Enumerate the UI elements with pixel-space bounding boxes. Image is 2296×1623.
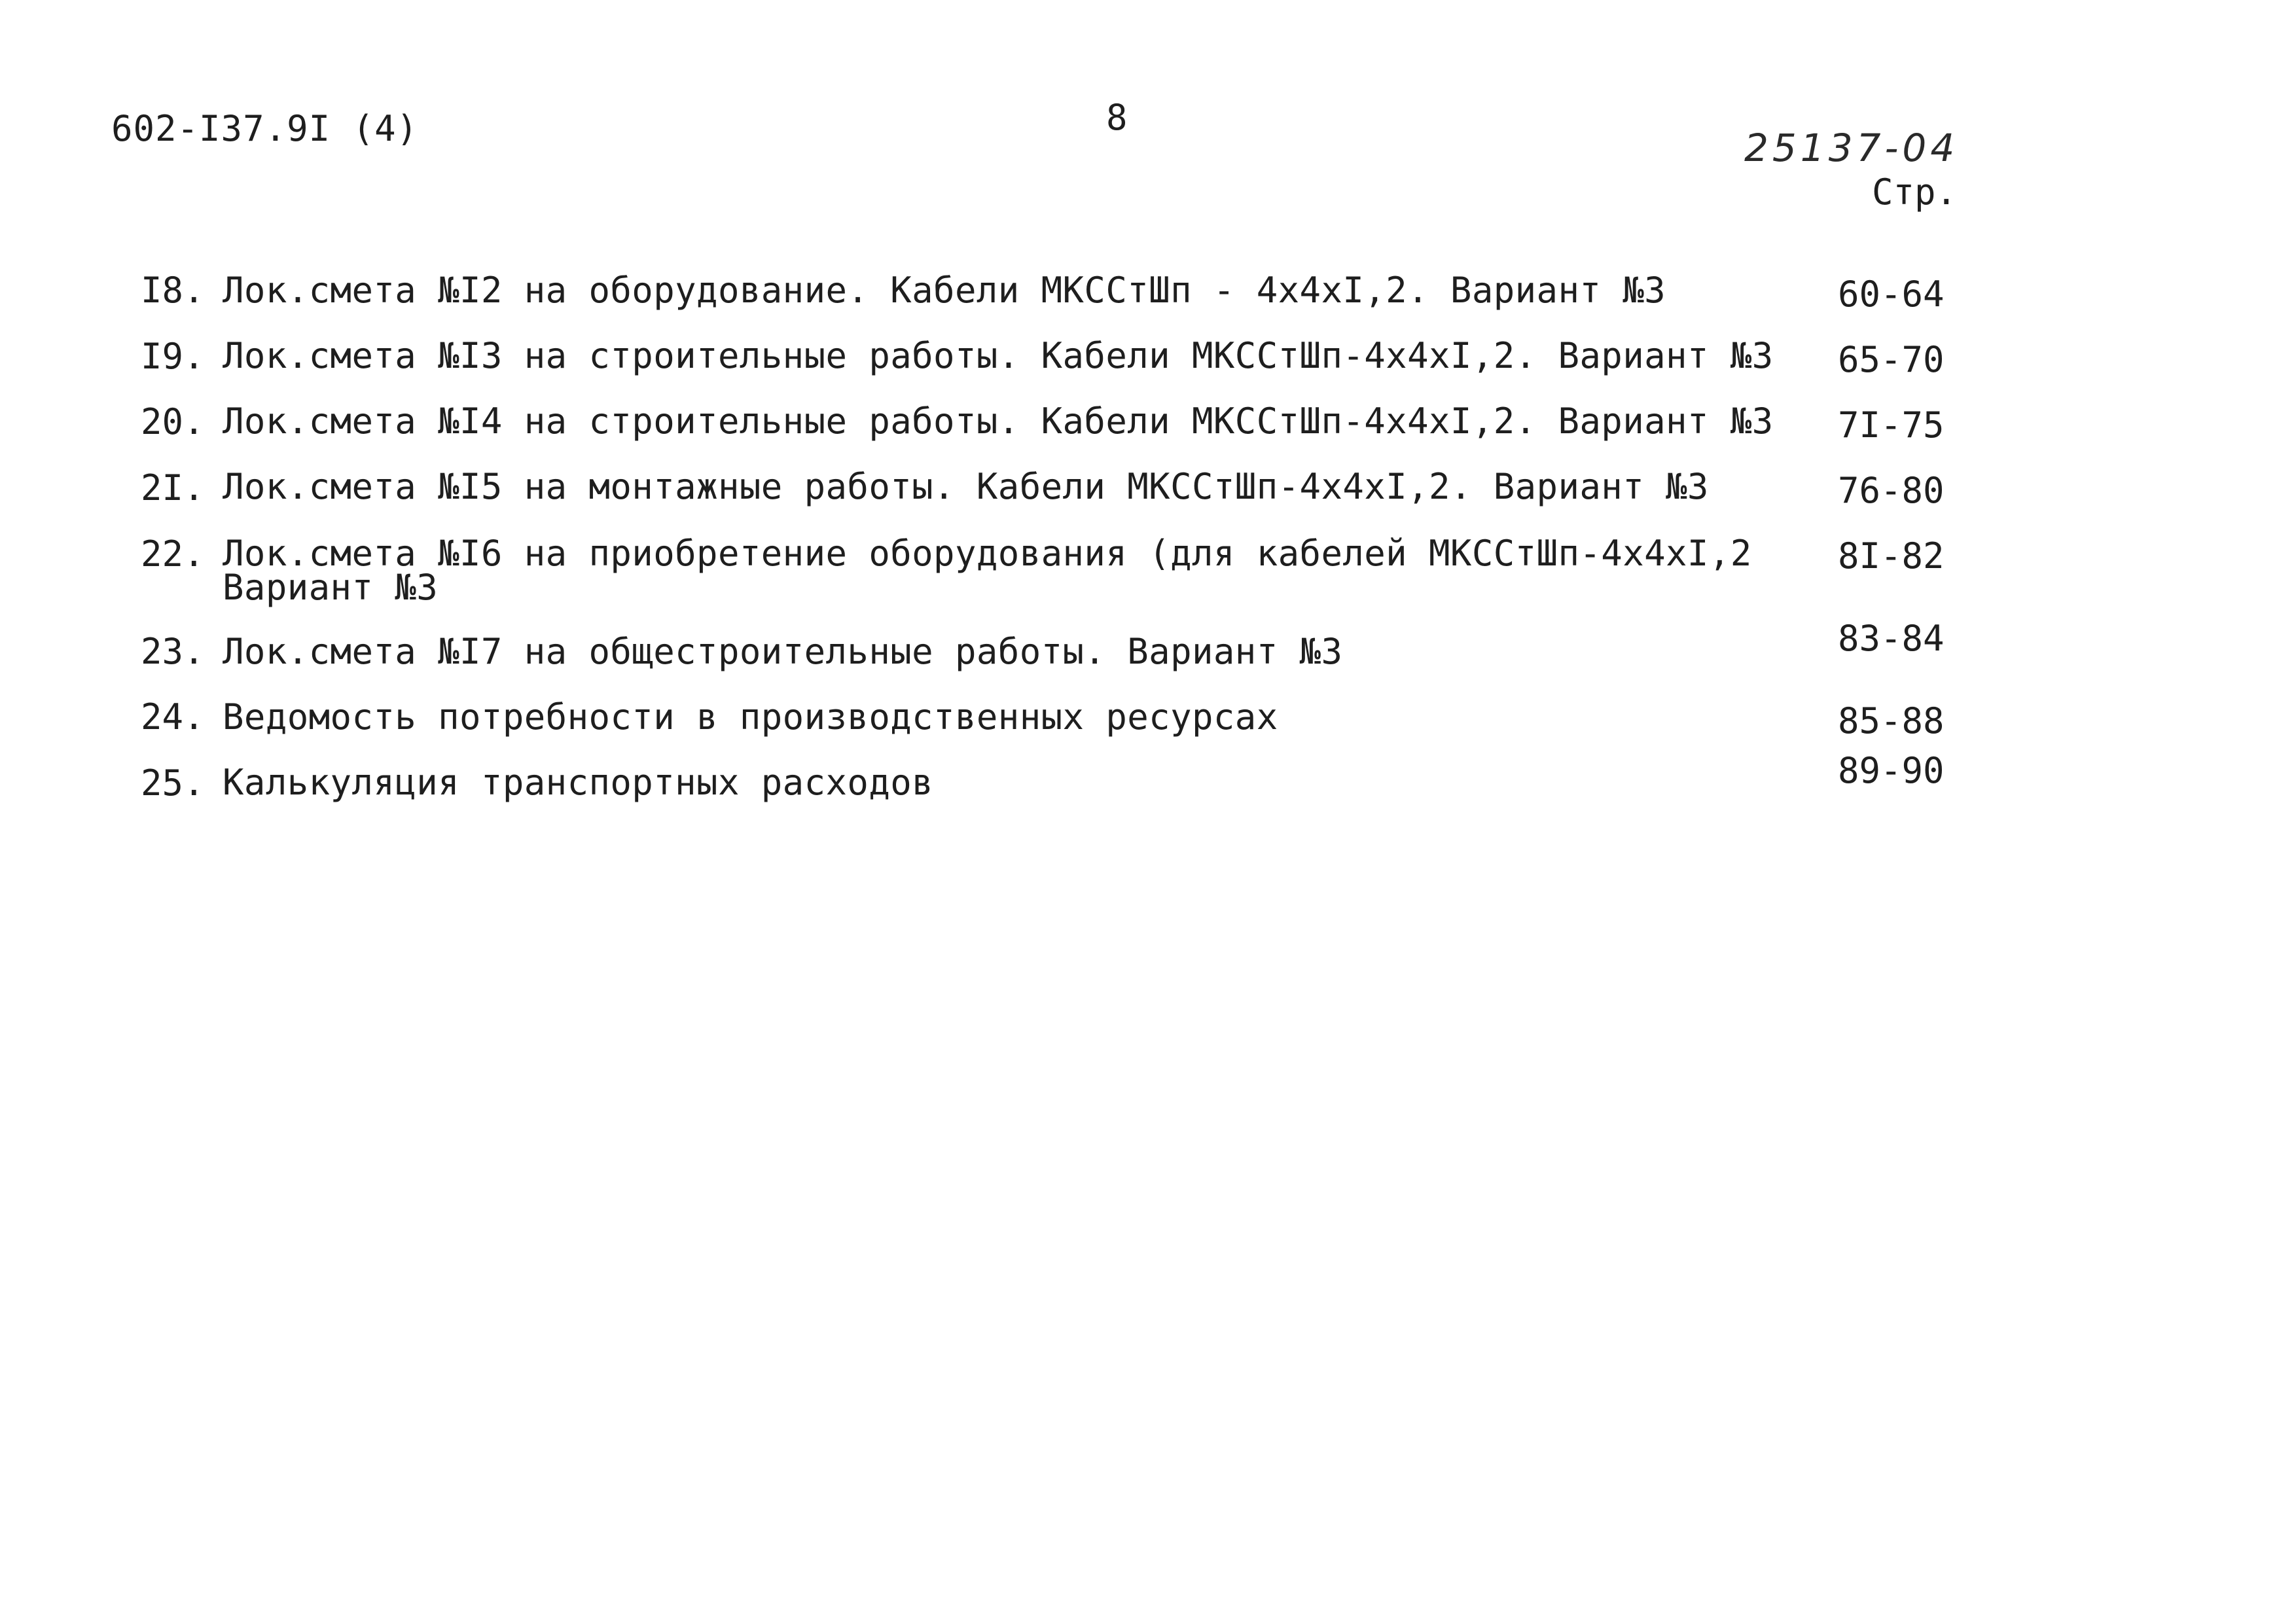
entry-title: Лок.смета №I4 на строительные работы. Кабели МКССтШп-4х4хI,2. Вариант №3: [223, 401, 1774, 442]
entry-number: 2I.: [141, 467, 205, 508]
entry-number: 20.: [141, 401, 205, 442]
entry-pages: 7I-75: [1838, 404, 1945, 446]
entry-pages: 76-80: [1838, 470, 1945, 511]
entry-title: Калькуляция транспортных расходов: [223, 762, 934, 803]
entry-pages: 60-64: [1838, 274, 1945, 315]
entry-number: I9.: [141, 336, 205, 377]
entry-title: Лок.смета №I6 на приобретение оборудования (для кабелей МКССтШп-4х4хI,2 Вариант №3: [223, 533, 1752, 608]
entry-pages: 65-70: [1838, 339, 1945, 380]
entry-number: 25.: [141, 762, 205, 804]
entry-title: Лок.смета №I5 на монтажные работы. Кабели МКССтШп-4х4хI,2. Вариант №3: [223, 466, 1709, 507]
entry-number: 22.: [141, 533, 205, 575]
entry-number: 23.: [141, 631, 205, 672]
pages-column-header: Стр.: [1872, 171, 1958, 213]
entry-number: 24.: [141, 696, 205, 738]
entry-title: Ведомость потребности в производственных ресурсах: [223, 696, 1278, 738]
entry-pages: 89-90: [1838, 750, 1945, 791]
entry-pages: 83-84: [1838, 618, 1945, 659]
entry-title: Лок.смета №I3 на строительные работы. Кабели МКССтШп-4х4хI,2. Вариант №3: [223, 335, 1774, 376]
handwritten-mark: 25137-04: [1744, 126, 1959, 170]
entry-title: Лок.смета №I2 на оборудование. Кабели МКССтШп - 4х4хI,2. Вариант №3: [223, 270, 1666, 311]
document-code: 602-I37.9I (4): [111, 108, 419, 149]
page-number: 8: [1106, 97, 1128, 138]
entry-title: Лок.смета №I7 на общестроительные работы. Вариант №3: [223, 631, 1343, 672]
entry-number: I8.: [141, 270, 205, 311]
entry-pages: 8I-82: [1838, 535, 1945, 577]
entry-pages: 85-88: [1838, 700, 1945, 741]
